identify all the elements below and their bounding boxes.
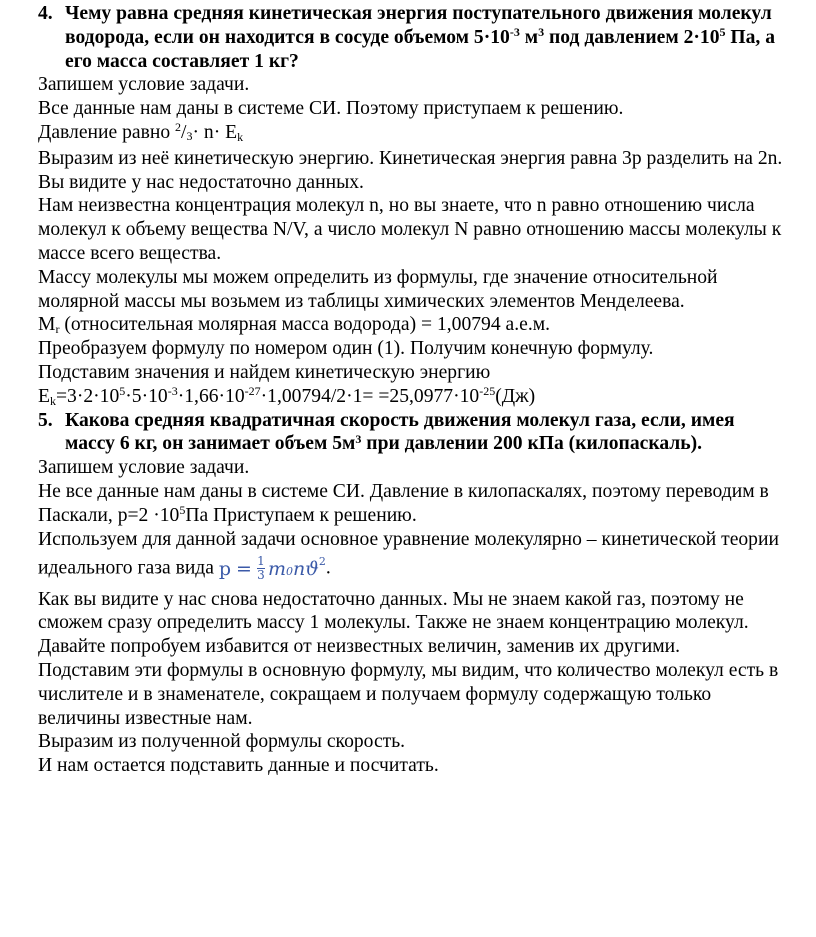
s4-l3-slash: / <box>181 121 187 143</box>
s4-l3-sub: k <box>237 129 244 144</box>
s4-line-8 <box>38 313 786 337</box>
s5-l2-b: Па Приступаем к решению. <box>185 504 417 526</box>
s4-l11-a: E <box>38 385 50 407</box>
s4-line-3 <box>38 121 786 147</box>
question-5-number: 5. <box>38 409 53 431</box>
s4-line-11 <box>38 385 786 409</box>
formula-fraction-den: 3 <box>257 568 265 583</box>
s4-l3-num: 2 <box>175 120 182 135</box>
s4-l11-sub: k <box>49 393 56 408</box>
question-5 <box>38 409 786 457</box>
formula-fraction <box>257 555 265 582</box>
s4-l11-e3: -27 <box>244 384 261 399</box>
s4-l8-a: M <box>38 314 56 336</box>
q4-exp-a: -3 <box>509 25 520 40</box>
s4-l8-b: (относительная молярная масса водорода) = 1,00794 а.е.м. <box>59 314 551 336</box>
s5-l3-a: Используем для данной задачи основное уравнение молекулярно – кинетической теории идеального газа вида <box>38 528 779 579</box>
formula-v-sup: 2 <box>318 554 326 568</box>
s4-l3-den: 3 <box>186 128 193 143</box>
s5-l2-a: Не все данные нам даны в системе СИ. Давление в килопаскалях, поэтому переводим в Паскали, р=2 ·10 <box>38 480 769 526</box>
s5-l3-end: . <box>325 557 331 579</box>
s5-l2-exp: 5 <box>179 503 186 518</box>
s4-line-5: Вы видите у нас недостаточно данных. <box>38 171 364 193</box>
q4-exp-b: 3 <box>538 25 545 40</box>
formula-fraction-num: 1 <box>257 554 265 569</box>
q4-text-b: м <box>519 26 539 48</box>
s4-l11-e4: -25 <box>479 384 496 399</box>
formula-m: m <box>267 557 286 580</box>
s4-line-4: Выразим из неё кинетическую энергию. Кинетическая энергия равна 3р разделить на 2n. <box>38 147 783 169</box>
s4-l11-g: (Дж) <box>495 385 536 407</box>
s5-line-5: Подставим эти формулы в основную формулу, мы видим, что количество молекул есть в числителе и в знаменателе, сокращаем и получаем формулу содержащую только величины известные нам. <box>38 659 779 729</box>
s5-line-7: И нам остается подставить данные и посчитать. <box>38 755 439 777</box>
s4-line-10: Подставим значения и найдем кинетическую энергию <box>38 361 491 383</box>
s4-line-9: Преобразуем формулу по номером один (1). Получим конечную формулу. <box>38 338 654 360</box>
s5-line-1: Запишем условие задачи. <box>38 457 250 479</box>
s4-l11-c: ·5·10 <box>125 385 168 407</box>
s4-l8-sub: r <box>55 322 60 337</box>
formula-v: ϑ <box>305 557 319 580</box>
s5-line-2 <box>38 480 786 528</box>
q5-exp-a: 3 <box>355 431 362 446</box>
pressure-formula <box>219 552 326 586</box>
s4-line-7: Массу молекулы мы можем определить из формулы, где значение относительной молярной массы мы возьмем из таблицы химических элементов Менделеева. <box>38 266 718 312</box>
s4-l11-b: =3·2·10 <box>55 385 120 407</box>
q5-text-a: Какова средняя квадратичная скорость движения молекул газа, если, имея массу 6 кг, он занимает объем 5м <box>65 409 735 455</box>
question-4-number: 4. <box>38 3 53 24</box>
formula-eq: = <box>236 557 252 580</box>
q5-text-b: при давлении 200 кПа (килопаскаль). <box>361 433 703 455</box>
s4-line-2: Все данные нам даны в системе СИ. Поэтому приступаем к решению. <box>38 98 624 120</box>
q4-text-d: Па, а его масса составляет 1 кг? <box>65 26 776 72</box>
q4-text-a: Чему равна средняя кинетическая энергия поступательного движения молекул водорода, если он находится в сосуде объемом 5·10 <box>65 3 772 48</box>
s4-l11-d: ·1,66·10 <box>177 385 245 407</box>
s4-l11-f: ·1,00794/2·1= =25,0977·10 <box>260 385 480 407</box>
formula-p: p <box>218 557 232 580</box>
s4-line-6: Нам неизвестна концентрация молекул n, но вы знаете, что n равно отношению числа молекул к объему вещества N/V, а число молекул N равно отношению массы молекулы к массе всего вещества. <box>38 195 782 264</box>
s4-l3-a: Давление равно <box>38 121 176 143</box>
q4-exp-c: 5 <box>719 25 726 40</box>
question-5-text <box>65 409 786 457</box>
s5-line-3 <box>38 528 786 586</box>
s4-l11-e1: 5 <box>119 384 126 399</box>
s4-line-1: Запишем условие задачи. <box>38 74 250 96</box>
formula-n: n <box>293 557 306 580</box>
s4-l11-e2: -3 <box>167 384 178 399</box>
s5-line-6: Выразим из полученной формулы скорость. <box>38 731 406 753</box>
s5-line-4: Как вы видите у нас снова недостаточно данных. Мы не знаем какой газ, поэтому не сможем сразу определить массу 1 молекулы. Также не знаем концентрацию молекул. Давайте попробуем избавится от неизвестных величин, заменив их другими. <box>38 588 749 658</box>
q4-text-c: под давлением 2·10 <box>544 26 720 48</box>
question-4-text <box>65 2 786 73</box>
formula-m-sub: 0 <box>286 565 293 579</box>
s4-l3-b: · n· E <box>192 121 238 143</box>
question-4 <box>38 2 786 73</box>
